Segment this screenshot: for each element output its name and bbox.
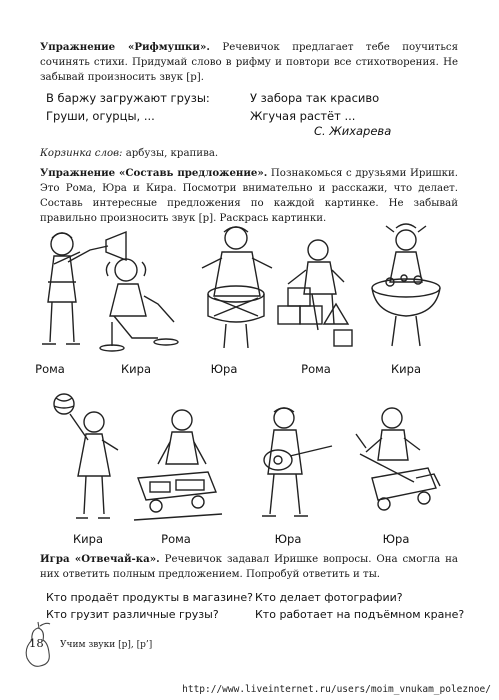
question: Кто грузит различные грузы? <box>46 608 219 621</box>
exercise-sentence-title: Упражнение «Составь предложение». <box>40 167 268 179</box>
girl-washing-icon <box>366 222 446 352</box>
exercise-answer-game-text: Речевичок задавал Иришке вопросы. Она смогла на них ответить полным предложением. Попробуй ответить и ты. <box>40 554 459 580</box>
poem-fence <box>250 89 379 125</box>
picture-label: Юра <box>210 362 238 376</box>
poem-author: С. Жихарева <box>314 124 392 138</box>
boy-blocks-icon <box>272 234 362 354</box>
watermark-url[interactable]: http://www.liveinternet.ru/users/moim_vnukam_poleznoe/ <box>182 684 491 695</box>
picture-label: Кира <box>391 362 421 376</box>
poem-line: Жгучая растёт ... <box>250 109 356 123</box>
exercise-rhymes-title: Упражнение «Рифмушки». <box>40 41 210 53</box>
boy-guitar-icon <box>244 404 336 529</box>
girl-headphones-icon <box>96 252 186 354</box>
poem-line: У забора так красиво <box>250 91 380 105</box>
word-basket-words: арбузы, крапива. <box>122 148 219 159</box>
exercise-answer-game-title: Игра «Отвечай-ка». <box>40 553 160 565</box>
picture-label: Кира <box>73 532 103 546</box>
girl-ball-icon <box>50 390 140 535</box>
exercise-sentence-text: Познакомься с друзьями Иришки. Это Рома, Юра и Кира. Посмотри внимательно и расскажи, что делает. Составь интересные предложения по каждой картинке. Не забывай правильно произносить звук [р]. Раскрась картинки. <box>40 168 459 224</box>
word-basket <box>40 148 218 159</box>
picture-label: Юра <box>382 532 410 546</box>
word-basket-label: Корзинка слов: <box>40 148 123 159</box>
picture-label: Юра <box>274 532 302 546</box>
poem-barge <box>46 89 210 125</box>
boy-toy-crane-icon <box>352 404 444 529</box>
picture-label: Рома <box>35 362 65 376</box>
picture-label: Рома <box>301 362 331 376</box>
boy-drum-icon <box>194 220 284 355</box>
boy-toy-truck-icon <box>128 402 228 530</box>
poem-line: Груши, огурцы, ... <box>46 109 155 123</box>
question: Кто делает фотографии? <box>255 591 403 604</box>
exercise-answer-game <box>40 552 458 582</box>
page-number: 18 <box>29 636 44 650</box>
exercise-sentence <box>40 166 458 226</box>
picture-label: Рома <box>161 532 191 546</box>
question: Кто продаёт продукты в магазине? <box>46 591 253 604</box>
exercise-rhymes-text: Речевичок предлагает тебе поучиться сочинять стихи. Придумай слово в рифму и повтори все стихотворения. Не забывай произносить звук [р]. <box>40 42 458 83</box>
picture-label: Кира <box>121 362 151 376</box>
poem-line: В баржу загружают грузы: <box>46 91 210 105</box>
running-footer-title: Учим звуки [р], [р’] <box>60 640 153 650</box>
question: Кто работает на подъёмном кране? <box>255 608 465 621</box>
exercise-rhymes <box>40 40 458 85</box>
